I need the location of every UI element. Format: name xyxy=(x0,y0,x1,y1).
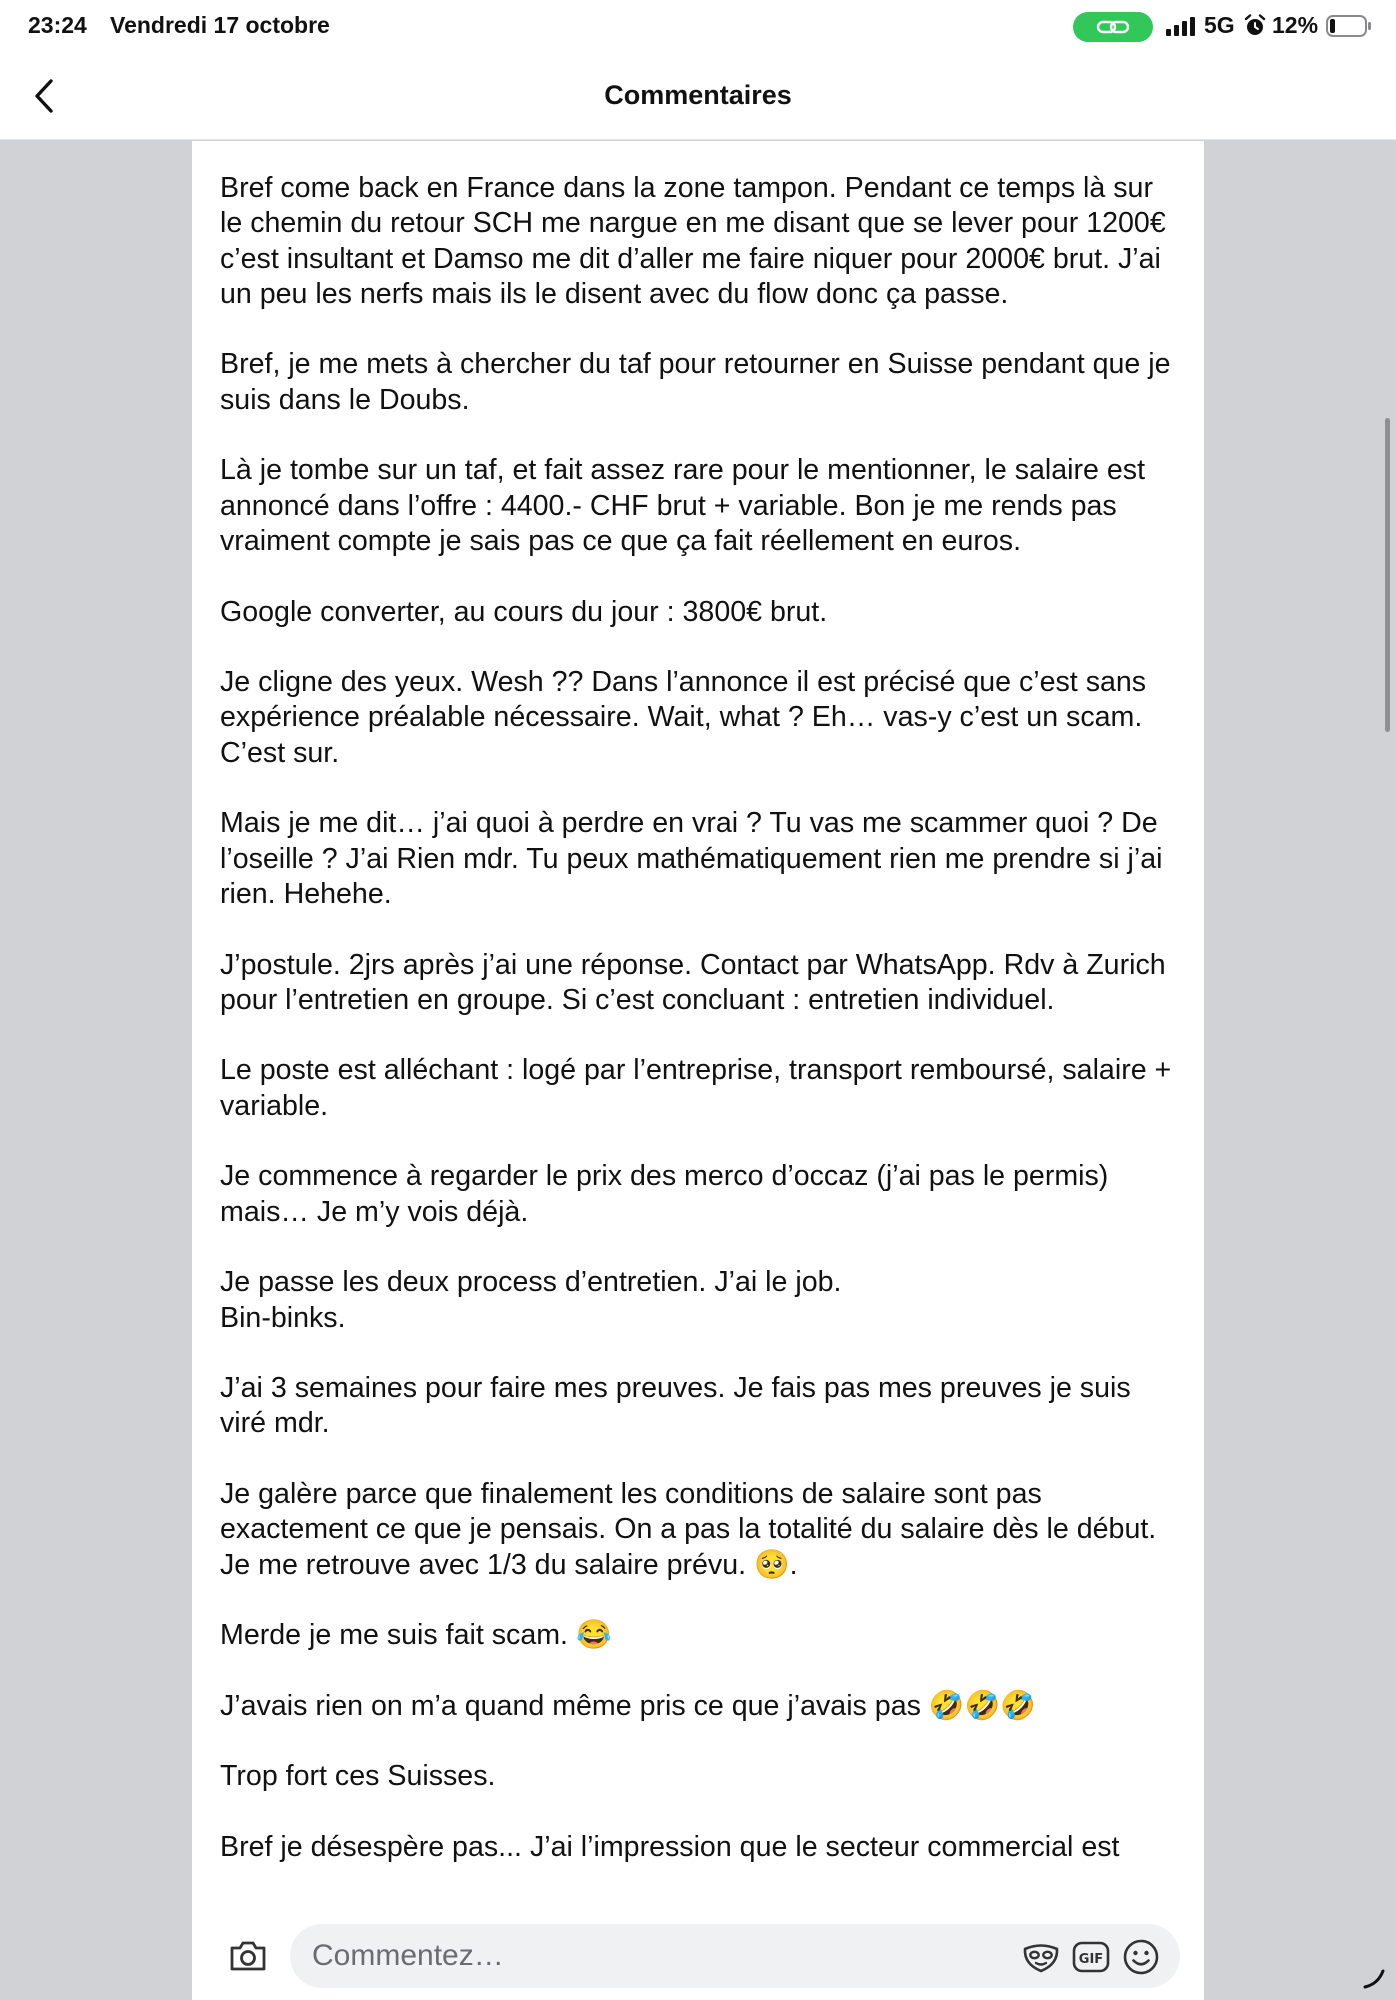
comment-paragraph: Bref je désespère pas... J’ai l’impression que le secteur commercial est xyxy=(220,1830,1120,1863)
battery-percent: 12% xyxy=(1272,12,1319,38)
status-date: Vendredi 17 octobre xyxy=(110,12,330,38)
comment-paragraph: Mais je me dit… j’ai quoi à perdre en vrai ? Tu vas me scammer quoi ? De l’oseille ? J’ai Rien mdr. Tu peux mathématiquement rien me prendre si j’ai rien. Hehehe. xyxy=(220,807,1163,910)
comment-body xyxy=(220,171,1180,1901)
comment-paragraph: Bin-binks. xyxy=(220,1301,346,1334)
comment-paragraph: Trop fort ces Suisses. xyxy=(220,1760,496,1793)
network-type: 5G xyxy=(1204,12,1235,38)
comment-composer xyxy=(192,1912,1204,2000)
camera-button[interactable] xyxy=(226,1934,270,1978)
link-icon[interactable] xyxy=(1073,12,1153,42)
page-title: Commentaires xyxy=(604,80,792,110)
comment-paragraph: Bref come back en France dans la zone tampon. Pendant ce temps là sur le chemin du retour SCH me nargue en me disant que se lever pour 1200€ c’est insultant et Damso me dit d’aller me faire niquer pour 2000€ brut. J’ai un peu les nerfs mais ils le disent avec du flow donc ça passe. xyxy=(220,172,1166,310)
comment-paragraph: Google converter, au cours du jour : 3800€ brut. xyxy=(220,595,828,628)
comment-paragraph: Je passe les deux process d’entretien. J’ai le job. xyxy=(220,1266,842,1299)
mask-icon[interactable] xyxy=(1022,1938,1060,1976)
camera-icon xyxy=(228,1939,268,1973)
scrollbar[interactable] xyxy=(1385,418,1390,732)
gif-icon[interactable] xyxy=(1072,1938,1110,1976)
comment-paragraph: Je galère parce que finalement les conditions de salaire sont pas exactement ce que je pensais. On a pas la totalité du salaire dès le début. Je me retrouve avec 1/3 du salaire prévu. 🥺. xyxy=(220,1477,1157,1581)
comment-paragraph: Je cligne des yeux. Wesh ?? Dans l’annonce il est précisé que c’est sans expérience préalable nécessaire. Wait, what ? Eh… vas-y c’est un scam. C’est sur. xyxy=(220,666,1147,769)
battery-icon xyxy=(1326,15,1372,37)
status-bar xyxy=(0,0,1396,54)
comment-content-panel xyxy=(192,141,1204,2000)
nav-bar xyxy=(0,54,1396,140)
alarm-icon xyxy=(1244,14,1266,38)
comment-paragraph: Le poste est alléchant : logé par l’entreprise, transport remboursé, salaire + variable. xyxy=(220,1054,1172,1122)
comment-paragraph: J’postule. 2jrs après j’ai une réponse. Contact par WhatsApp. Rdv à Zurich pour l’entretien en groupe. Si c’est concluant : entretien individuel. xyxy=(220,948,1166,1016)
comment-paragraph: J’ai 3 semaines pour faire mes preuves. Je fais pas mes preuves je suis viré mdr. xyxy=(220,1372,1131,1440)
signal-icon xyxy=(1166,16,1198,36)
resize-handle-icon xyxy=(1362,1966,1386,1990)
comment-input[interactable] xyxy=(312,1924,972,1988)
comment-paragraph: Je commence à regarder le prix des merco d’occaz (j’ai pas le permis) mais… Je m’y vois déjà. xyxy=(220,1160,1109,1228)
svg-text:GIF: GIF xyxy=(1078,1952,1104,1967)
comment-paragraph: Merde je me suis fait scam. 😂 xyxy=(220,1619,612,1652)
smiley-icon[interactable] xyxy=(1122,1938,1160,1976)
status-time: 23:24 xyxy=(28,12,87,38)
comment-input-container xyxy=(290,1924,1180,1988)
comment-paragraph: Bref, je me mets à chercher du taf pour retourner en Suisse pendant que je suis dans le Doubs. xyxy=(220,348,1171,416)
comment-paragraph: J’avais rien on m’a quand même pris ce que j’avais pas 🤣🤣🤣 xyxy=(220,1689,1036,1722)
comment-paragraph: Là je tombe sur un taf, et fait assez rare pour le mentionner, le salaire est annoncé dans l’offre : 4400.- CHF brut + variable. Bon je me rends pas vraiment compte je sais pas ce que ça fait réellement en euros. xyxy=(220,454,1146,557)
